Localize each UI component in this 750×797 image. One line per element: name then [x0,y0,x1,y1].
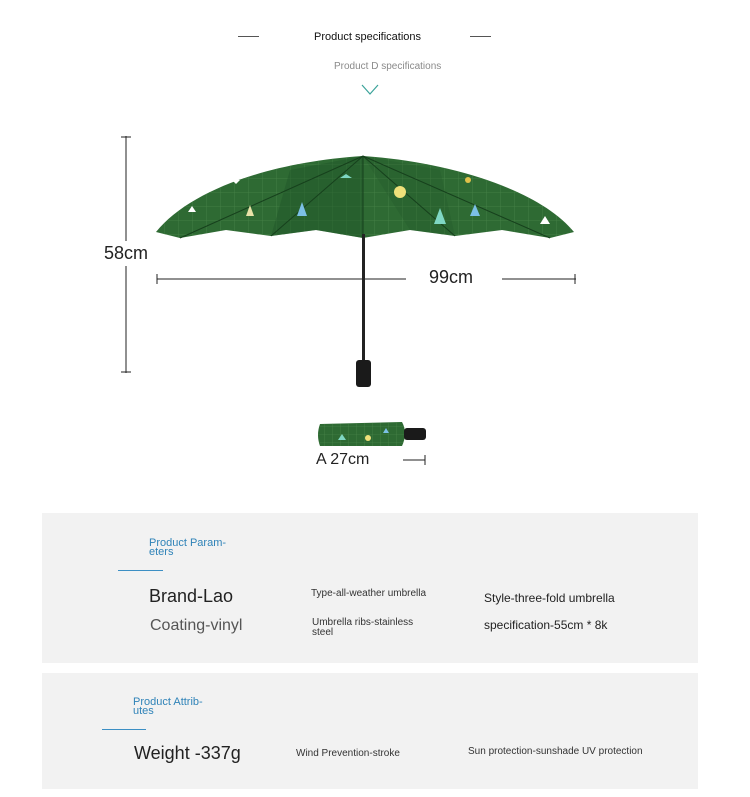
param-style: Style-three-fold umbrella [484,591,615,605]
attr-wind: Wind Prevention-stroke [296,748,400,759]
parameters-heading-line2: eters [149,546,174,558]
chevron-down-icon [361,84,379,96]
param-ribs-line2: steel [312,627,334,638]
width-dimension-line [156,272,578,286]
param-ribs [312,618,413,638]
param-specification: specification-55cm * 8k [484,618,608,632]
param-type: Type-all-weather umbrella [311,588,427,599]
parameters-heading-line1: Product Param- [149,537,227,549]
folded-length-label: A 27cm [316,451,370,468]
header-rule-left [238,36,259,37]
param-ribs-line1: Umbrella ribs-stainless [312,617,414,628]
parameters-heading-rule [118,570,163,571]
page-subtitle: Product D specifications [334,61,442,72]
attr-sun: Sun protection-sunshade UV protection [468,746,643,757]
param-coating: Coating-vinyl [150,617,243,634]
umbrella-folded-icon [316,418,430,452]
header-rule-right [470,36,491,37]
attributes-heading [133,698,203,716]
folded-dimension-line [402,454,428,466]
attributes-heading-line2: utes [133,705,154,717]
product-attributes-panel [42,673,698,789]
parameters-heading [149,539,226,557]
attributes-heading-rule [102,729,146,730]
param-brand: Brand-Lao [149,586,234,606]
page-title: Product specifications [314,31,421,43]
umbrella-open-icon [150,150,580,390]
attributes-heading-line1: Product Attrib- [133,696,203,708]
product-parameters-panel [42,513,698,663]
width-label: 99cm [429,267,474,287]
height-label: 58cm [104,241,148,266]
attr-weight: Weight -337g [134,743,241,763]
